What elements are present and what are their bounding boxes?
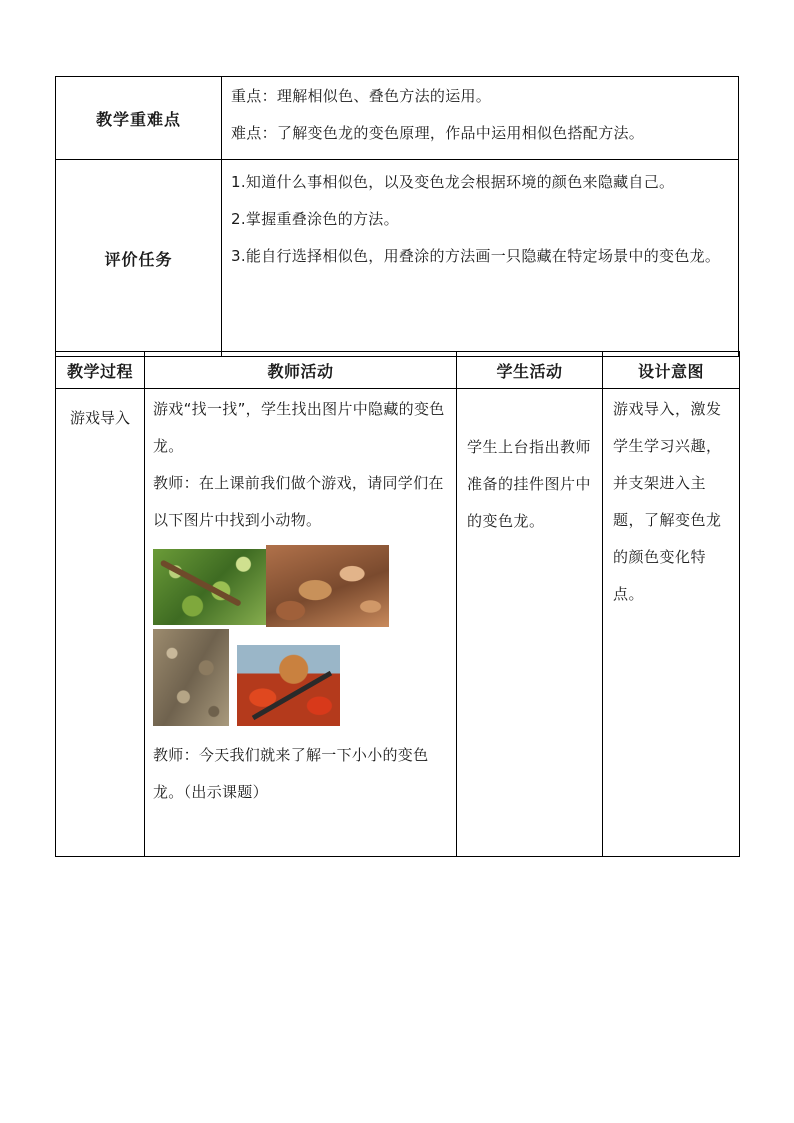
teacher-activity-cell [145, 389, 457, 857]
hidden-chameleon-photos [153, 545, 448, 733]
header-row [56, 352, 740, 389]
evaluation-content [222, 160, 739, 357]
key-point: 重点：理解相似色、叠色方法的运用。 [231, 87, 492, 105]
teacher-activity-text: 教师：今天我们就来了解一下小小的变色龙。（出示课题） [153, 746, 429, 801]
chameleon-on-bark-photo [153, 629, 229, 726]
evaluation-row [56, 160, 739, 357]
process-row [56, 389, 740, 857]
evaluation-item: 1.知道什么事相似色，以及变色龙会根据环境的颜色来隐藏自己。 [231, 173, 675, 191]
teaching-process-table [55, 351, 740, 857]
focus-row [56, 77, 739, 160]
chameleon-on-dry-leaves-photo [266, 545, 389, 627]
chameleon-in-leaves-photo [153, 549, 266, 625]
evaluation-item: 3.能自行选择相似色，用叠涂的方法画一只隐藏在特定场景中的变色龙。 [231, 247, 721, 265]
design-intent-cell: 游戏导入，激发学生学习兴趣，并支架进入主题，了解变色龙的颜色变化特点。 [603, 389, 740, 857]
student-activity-cell: 学生上台指出教师准备的挂件图片中的变色龙。 [457, 389, 603, 857]
header-teacher-activity: 教师活动 [145, 352, 457, 389]
overview-table [55, 76, 739, 357]
focus-content [222, 77, 739, 160]
teacher-activity-text: 游戏“找一找”，学生找出图片中隐藏的变色龙。 [153, 400, 445, 455]
header-design-intent: 设计意图 [603, 352, 740, 389]
teacher-activity-text: 教师：在上课前我们做个游戏，请同学们在以下图片中找到小动物。 [153, 474, 444, 529]
header-student-activity: 学生活动 [457, 352, 603, 389]
evaluation-item: 2.掌握重叠涂色的方法。 [231, 210, 399, 228]
evaluation-label: 评价任务 [56, 160, 222, 357]
difficult-point: 难点：了解变色龙的变色原理，作品中运用相似色搭配方法。 [231, 124, 645, 142]
stage-cell: 游戏导入 [56, 389, 145, 857]
header-process: 教学过程 [56, 352, 145, 389]
focus-label: 教学重难点 [56, 77, 222, 160]
chameleon-in-red-leaves-photo [237, 645, 340, 726]
